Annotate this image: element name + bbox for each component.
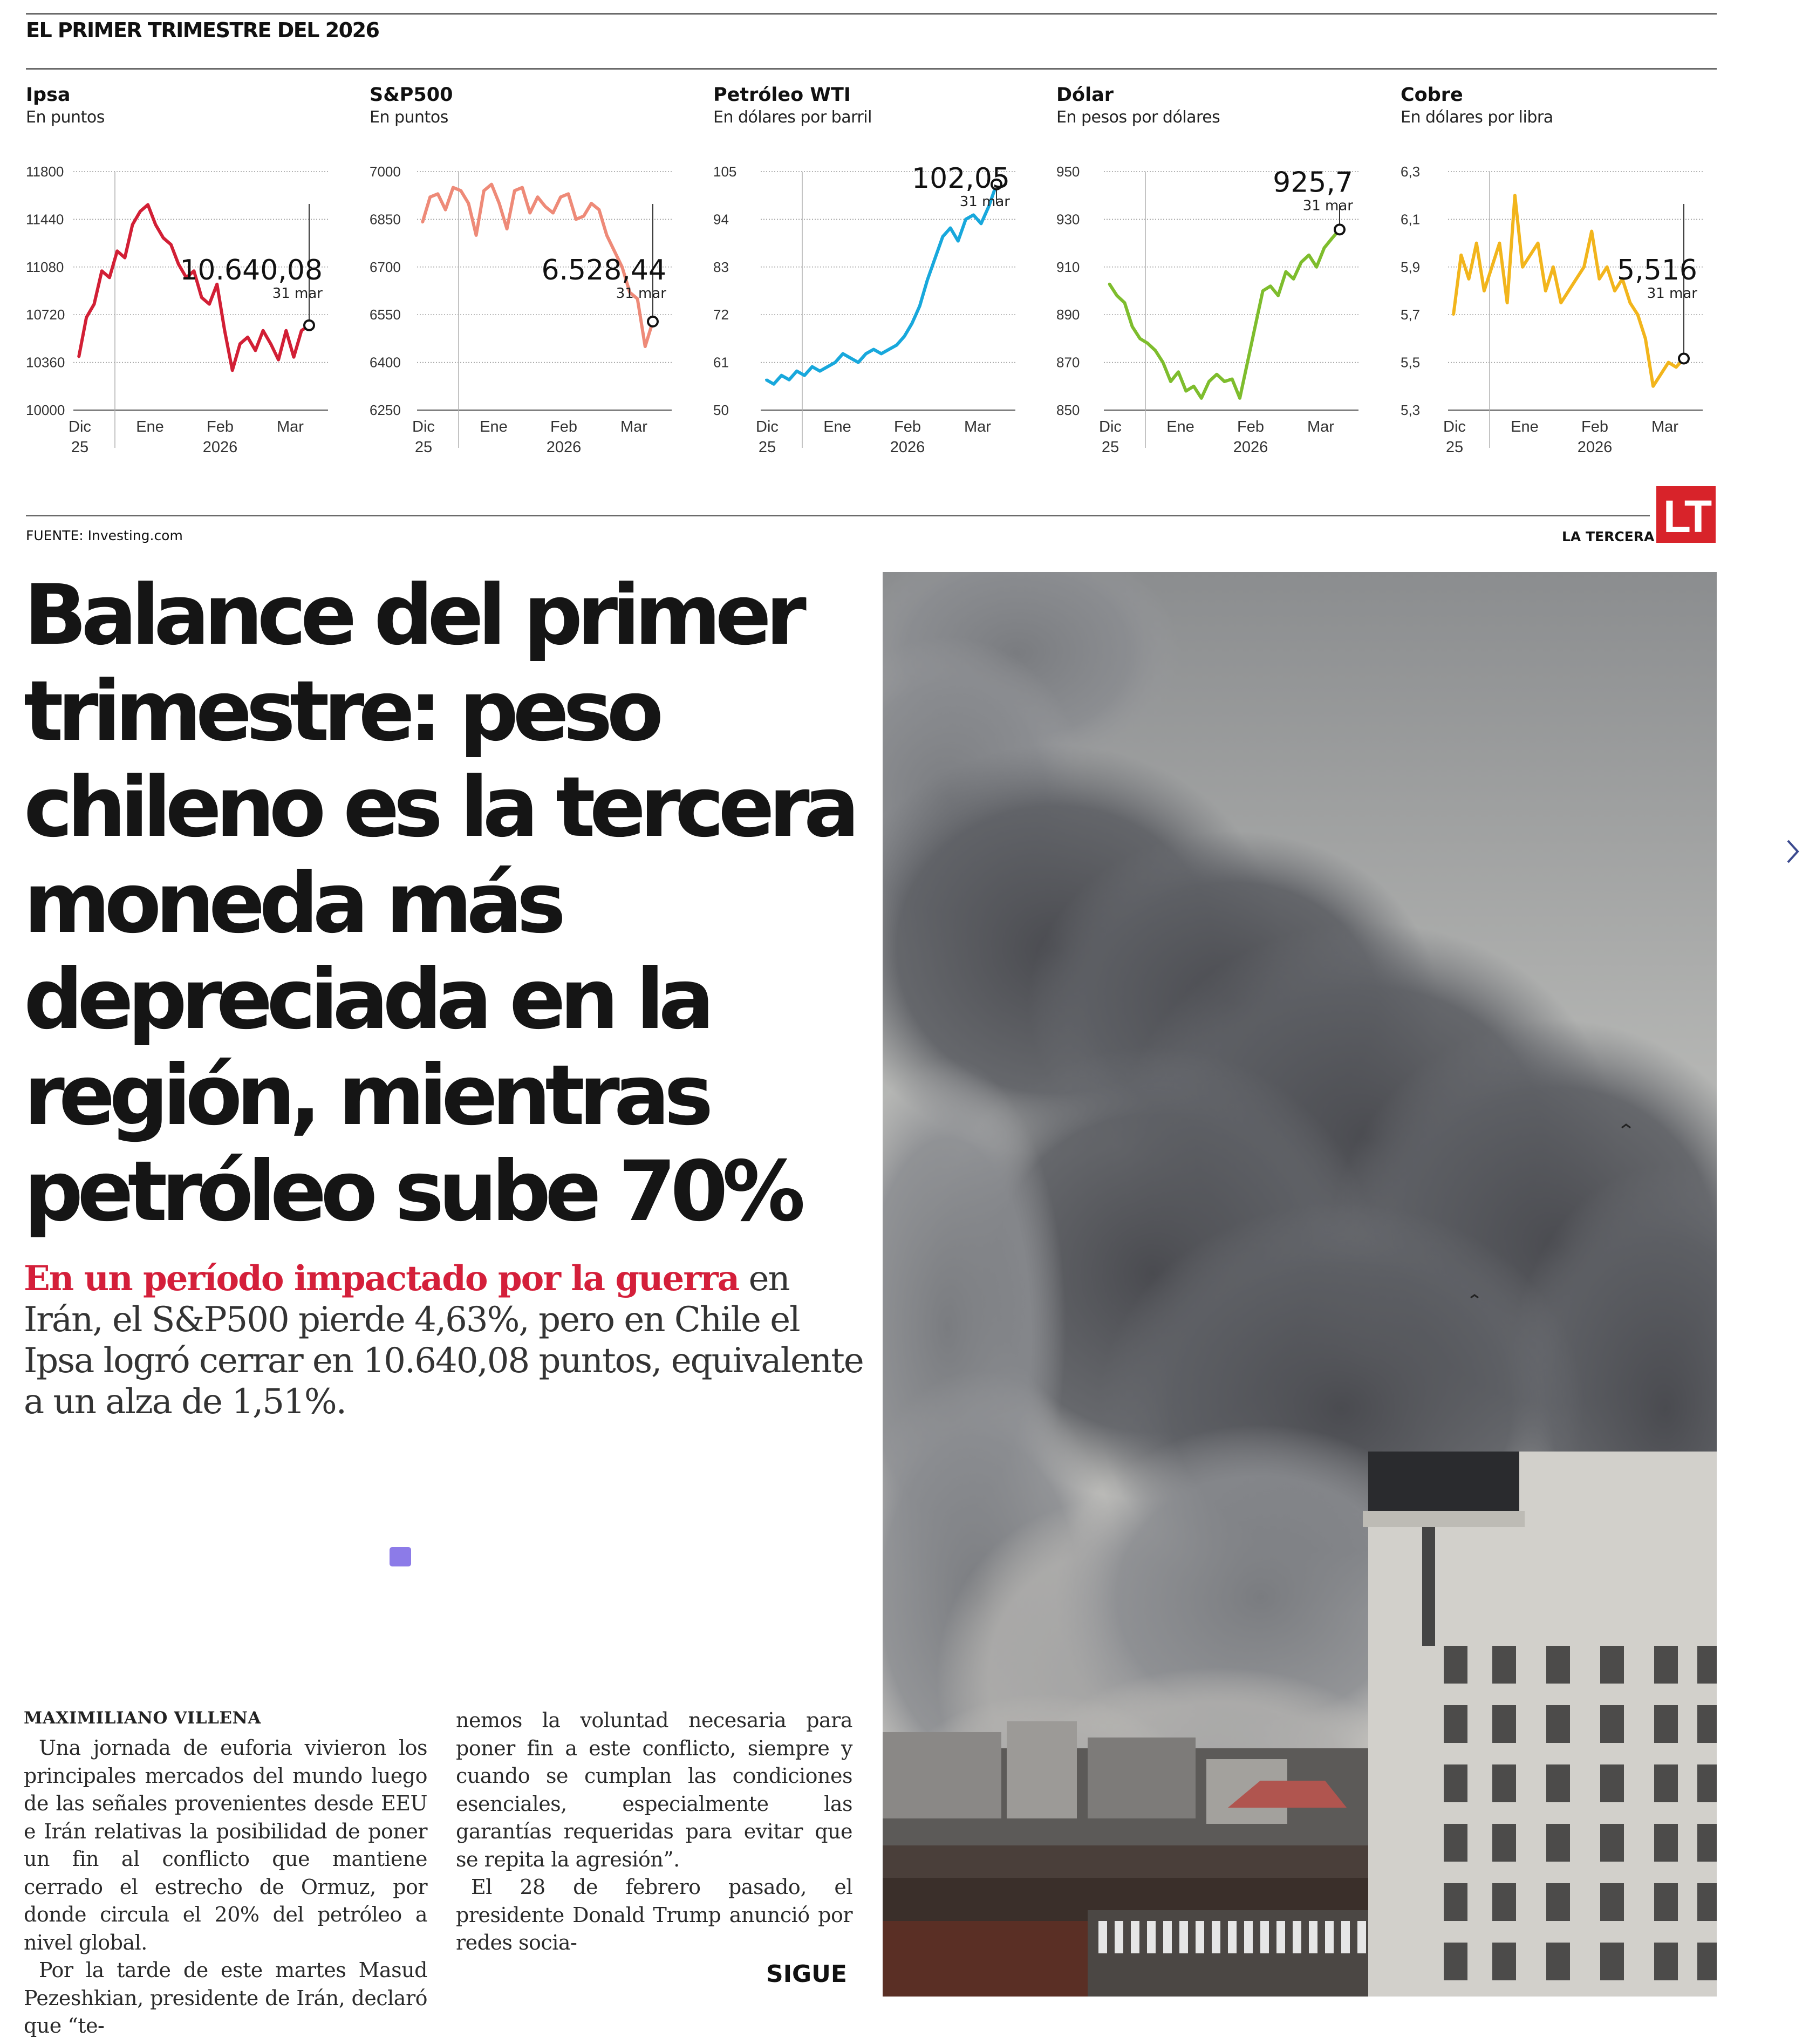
data-point bbox=[247, 336, 249, 338]
data-point bbox=[1154, 350, 1156, 352]
x-tick-label: Mar bbox=[1307, 418, 1334, 435]
footer-rule bbox=[26, 515, 1650, 516]
data-point bbox=[1590, 230, 1593, 233]
data-point bbox=[834, 362, 836, 364]
data-point bbox=[1193, 385, 1195, 387]
data-point bbox=[445, 209, 447, 211]
y-tick-label: 6850 bbox=[370, 211, 401, 228]
data-point bbox=[1108, 283, 1110, 285]
data-point bbox=[1139, 337, 1141, 339]
data-point bbox=[888, 348, 890, 350]
x-tick-label: Ene bbox=[136, 418, 164, 435]
chart-subtitle: En dólares por barril bbox=[713, 108, 872, 127]
data-point bbox=[919, 305, 921, 307]
data-point bbox=[850, 357, 852, 359]
data-point bbox=[1644, 337, 1647, 339]
y-tick-label: 6250 bbox=[370, 402, 401, 418]
data-point bbox=[285, 330, 287, 332]
data-point bbox=[139, 210, 141, 213]
x-tick-label: Ene bbox=[823, 418, 851, 435]
data-point bbox=[819, 370, 821, 372]
data-point bbox=[1583, 266, 1585, 268]
chart-subtitle: En pesos por dólares bbox=[1056, 108, 1220, 127]
x-tick-label: Dic bbox=[412, 418, 435, 435]
data-point bbox=[896, 344, 898, 346]
data-point bbox=[301, 330, 303, 332]
data-point bbox=[1598, 278, 1600, 280]
last-value-marker bbox=[304, 321, 314, 330]
data-point bbox=[162, 237, 165, 239]
y-tick-label: 910 bbox=[1056, 258, 1080, 275]
data-point bbox=[537, 196, 539, 198]
last-value-label: 5,516 bbox=[1617, 254, 1697, 287]
data-point bbox=[1254, 325, 1256, 328]
data-point bbox=[957, 240, 959, 242]
paragraph: Por la tarde de este martes Masud Pezeshkian, presidente de Irán, declaró que “te- bbox=[24, 1958, 427, 2038]
next-page-chevron-icon[interactable] bbox=[1785, 835, 1801, 868]
data-point bbox=[950, 227, 952, 229]
chart-petroleo-wti bbox=[713, 81, 1048, 469]
last-value-label: 925,7 bbox=[1273, 166, 1353, 199]
y-tick-label: 72 bbox=[713, 306, 729, 323]
data-point bbox=[972, 214, 974, 216]
data-point bbox=[452, 186, 454, 188]
y-tick-label: 930 bbox=[1056, 211, 1080, 228]
last-value-label: 6.528,44 bbox=[541, 254, 666, 287]
x-tick-sublabel: 25 bbox=[414, 439, 433, 456]
data-point bbox=[436, 193, 439, 195]
data-point bbox=[475, 234, 477, 236]
data-point bbox=[101, 270, 103, 272]
y-tick-label: 5,7 bbox=[1401, 306, 1421, 323]
data-point bbox=[154, 223, 156, 226]
logo-text: LT bbox=[1663, 491, 1709, 542]
data-point bbox=[1514, 194, 1516, 196]
x-tick-label: Mar bbox=[277, 418, 304, 435]
x-tick-sublabel: 25 bbox=[1445, 439, 1464, 456]
x-tick-label: Feb bbox=[550, 418, 577, 435]
last-date-label: 31 mar bbox=[959, 194, 1010, 210]
y-tick-label: 5,9 bbox=[1401, 258, 1421, 275]
y-tick-label: 105 bbox=[713, 163, 737, 180]
data-point bbox=[926, 279, 929, 281]
data-point bbox=[231, 369, 234, 371]
chart-plot bbox=[713, 81, 1048, 469]
data-point bbox=[1491, 266, 1493, 268]
data-point bbox=[606, 234, 608, 236]
y-tick-label: 5,5 bbox=[1401, 354, 1421, 371]
data-point bbox=[1162, 362, 1164, 364]
brand-name: LA TERCERA bbox=[1562, 529, 1655, 544]
x-tick-label: Dic bbox=[69, 418, 91, 435]
data-point bbox=[1521, 266, 1524, 268]
data-point bbox=[1246, 362, 1248, 364]
y-tick-label: 6700 bbox=[370, 258, 401, 275]
paragraph: Una jornada de euforia vivieron los principales mercados del mundo luego de las señales provenientes desde EEU e Irán relativas la posibilidad de poner un fin al conflicto que mantiene cerrado el estrecho de Ormuz, por donde circula el 20% del petróleo a nivel global. bbox=[24, 1736, 427, 1954]
article-photo bbox=[883, 572, 1717, 1997]
data-point bbox=[1123, 302, 1125, 304]
x-tick-sublabel: 2026 bbox=[890, 439, 925, 456]
data-point bbox=[934, 257, 936, 260]
data-point bbox=[170, 243, 172, 246]
y-tick-label: 61 bbox=[713, 354, 729, 371]
x-tick-label: Ene bbox=[1511, 418, 1539, 435]
y-tick-label: 6400 bbox=[370, 354, 401, 371]
chart-cobre bbox=[1401, 81, 1735, 469]
smoke-over-city-image bbox=[883, 572, 1717, 1997]
data-point bbox=[880, 353, 883, 355]
data-point bbox=[1614, 290, 1616, 292]
x-tick-label: Dic bbox=[1443, 418, 1466, 435]
x-tick-label: Feb bbox=[1581, 418, 1608, 435]
chart-subtitle: En puntos bbox=[370, 108, 448, 127]
x-tick-sublabel: 2026 bbox=[1233, 439, 1268, 456]
chart-title: S&P500 bbox=[370, 84, 453, 106]
x-tick-label: Ene bbox=[1166, 418, 1194, 435]
data-point bbox=[552, 212, 554, 214]
last-date-label: 31 mar bbox=[1647, 285, 1697, 302]
data-point bbox=[590, 202, 592, 205]
data-point bbox=[483, 189, 485, 192]
chart-title: Ipsa bbox=[26, 84, 71, 106]
y-tick-label: 11080 bbox=[26, 258, 64, 275]
data-point bbox=[1575, 278, 1578, 280]
data-point bbox=[1277, 295, 1279, 297]
data-point bbox=[270, 343, 272, 345]
data-point bbox=[842, 353, 844, 355]
y-tick-label: 94 bbox=[713, 211, 729, 228]
data-point bbox=[1675, 366, 1677, 368]
lede bbox=[24, 1258, 865, 1422]
chart-plot bbox=[1056, 81, 1391, 469]
data-point bbox=[1269, 285, 1272, 287]
data-point bbox=[1308, 254, 1310, 256]
paragraph: El 28 de febrero pasado, el presidente Donald Trump anunció por redes socia- bbox=[456, 1875, 852, 1954]
data-point bbox=[872, 348, 875, 350]
data-point bbox=[147, 203, 149, 206]
data-point bbox=[498, 202, 500, 205]
data-point bbox=[1476, 242, 1478, 244]
x-tick-sublabel: 2026 bbox=[202, 439, 238, 456]
last-value-marker bbox=[1335, 224, 1344, 234]
data-point bbox=[788, 379, 790, 381]
y-tick-label: 50 bbox=[713, 402, 729, 418]
data-point bbox=[254, 350, 256, 352]
y-tick-label: 850 bbox=[1056, 402, 1080, 418]
x-tick-sublabel: 2026 bbox=[546, 439, 582, 456]
data-point bbox=[1460, 254, 1462, 256]
body-column-2 bbox=[456, 1707, 852, 1957]
data-point bbox=[1300, 261, 1302, 263]
y-tick-label: 10720 bbox=[26, 306, 65, 323]
header-rule bbox=[26, 68, 1717, 70]
data-point bbox=[201, 296, 203, 298]
data-point bbox=[1131, 325, 1134, 328]
data-point bbox=[1537, 242, 1539, 244]
data-point bbox=[1146, 342, 1149, 344]
last-date-label: 31 mar bbox=[1302, 197, 1353, 214]
section-title: EL PRIMER TRIMESTRE DEL 2026 bbox=[26, 18, 379, 42]
data-point bbox=[1224, 380, 1226, 383]
x-tick-sublabel: 25 bbox=[71, 439, 89, 456]
data-point bbox=[85, 316, 87, 318]
lede-text: en Irán, el S&P500 pierde 4,63%, pero en Chile el Ipsa logró cerrar en 10.640,08 puntos, equivalente a un alza de 1,51%. bbox=[24, 1259, 863, 1422]
lede-highlight: En un período impactado por la guerra bbox=[24, 1258, 739, 1299]
data-point bbox=[1467, 278, 1470, 280]
chart-ipsa bbox=[26, 81, 360, 469]
data-point bbox=[613, 250, 616, 252]
chart-plot bbox=[370, 81, 704, 469]
data-point bbox=[429, 196, 431, 198]
data-point bbox=[1498, 242, 1500, 244]
data-point bbox=[1506, 302, 1508, 304]
data-point bbox=[514, 189, 516, 192]
x-tick-sublabel: 25 bbox=[1101, 439, 1119, 456]
data-point bbox=[765, 379, 767, 381]
data-point bbox=[780, 374, 782, 377]
x-tick-label: Dic bbox=[756, 418, 779, 435]
data-point bbox=[941, 236, 944, 238]
y-tick-label: 870 bbox=[1056, 354, 1080, 371]
last-value-label: 102,05 bbox=[912, 162, 1010, 195]
data-point bbox=[796, 370, 798, 372]
data-point bbox=[277, 359, 279, 361]
series-line bbox=[1109, 229, 1340, 398]
data-point bbox=[1170, 380, 1172, 383]
byline: MAXIMILIANO VILLENA bbox=[24, 1708, 261, 1728]
data-point bbox=[421, 221, 424, 223]
data-point bbox=[223, 330, 226, 332]
data-point bbox=[506, 228, 508, 230]
data-point bbox=[1652, 385, 1654, 387]
data-point bbox=[208, 303, 210, 305]
data-point bbox=[1200, 397, 1203, 399]
data-point bbox=[116, 250, 118, 252]
data-point bbox=[490, 183, 493, 186]
data-point bbox=[1262, 290, 1264, 292]
data-point bbox=[1483, 290, 1485, 292]
data-point bbox=[865, 353, 867, 355]
x-tick-label: Feb bbox=[894, 418, 921, 435]
data-point bbox=[93, 303, 95, 305]
chart-dolar bbox=[1056, 81, 1391, 469]
data-point bbox=[1231, 378, 1233, 380]
y-tick-label: 950 bbox=[1056, 163, 1080, 180]
x-tick-label: Mar bbox=[620, 418, 647, 435]
last-date-label: 31 mar bbox=[616, 285, 666, 302]
continue-label: SIGUE bbox=[766, 1960, 847, 1988]
data-point bbox=[1116, 295, 1118, 297]
last-value-label: 10.640,08 bbox=[180, 254, 323, 287]
data-point bbox=[124, 257, 126, 259]
y-tick-label: 11440 bbox=[26, 211, 64, 228]
data-point bbox=[544, 206, 547, 208]
data-point bbox=[1177, 371, 1179, 373]
chart-subtitle: En dólares por libra bbox=[1401, 108, 1553, 127]
y-tick-label: 11800 bbox=[26, 163, 64, 180]
data-point bbox=[132, 223, 134, 226]
data-point bbox=[575, 218, 577, 220]
data-point bbox=[1331, 237, 1333, 240]
data-point bbox=[827, 366, 829, 368]
chart-plot bbox=[26, 81, 360, 469]
y-tick-label: 6,3 bbox=[1401, 163, 1421, 180]
data-point bbox=[1629, 302, 1631, 304]
x-tick-label: Feb bbox=[1237, 418, 1264, 435]
paragraph: nemos la voluntad necesaria para poner fin a este conflicto, siempre y cuando se cumplan las condiciones esenciales, especialmente las garantías requeridas para evitar que se repita la agresión”. bbox=[456, 1708, 852, 1871]
x-tick-label: Mar bbox=[964, 418, 991, 435]
y-tick-label: 6550 bbox=[370, 306, 401, 323]
data-point bbox=[965, 218, 967, 220]
data-point bbox=[980, 222, 982, 224]
data-point bbox=[1529, 254, 1531, 256]
data-point bbox=[803, 374, 805, 377]
data-point bbox=[1560, 302, 1562, 304]
data-point bbox=[1323, 247, 1326, 249]
source-note: FUENTE: Investing.com bbox=[26, 528, 183, 543]
data-point bbox=[857, 362, 859, 364]
chart-plot bbox=[1401, 81, 1735, 469]
body-column-1 bbox=[24, 1734, 427, 2040]
data-point bbox=[644, 345, 646, 348]
data-point bbox=[559, 196, 562, 198]
data-point bbox=[262, 330, 264, 332]
data-point bbox=[1568, 290, 1570, 292]
la-tercera-logo bbox=[1656, 486, 1716, 543]
data-point bbox=[1545, 290, 1547, 292]
data-point bbox=[239, 343, 241, 345]
chart-title: Petróleo WTI bbox=[713, 84, 851, 106]
data-point bbox=[1637, 314, 1639, 316]
data-point bbox=[773, 383, 775, 385]
chart-title: Cobre bbox=[1401, 84, 1463, 106]
data-point bbox=[1668, 362, 1670, 364]
data-point bbox=[1293, 278, 1295, 280]
data-point bbox=[583, 215, 585, 217]
y-tick-label: 10000 bbox=[26, 402, 65, 418]
data-point bbox=[598, 209, 600, 211]
data-point bbox=[811, 366, 813, 368]
y-tick-label: 6,1 bbox=[1401, 211, 1421, 228]
data-point bbox=[1185, 390, 1187, 392]
data-point bbox=[1285, 271, 1287, 273]
data-point bbox=[293, 356, 295, 358]
last-value-marker bbox=[1679, 354, 1689, 364]
data-point bbox=[1452, 314, 1455, 316]
chart-sp500 bbox=[370, 81, 704, 469]
x-tick-label: Ene bbox=[480, 418, 508, 435]
headline: Balance del primer trimestre: peso chileno es la tercera moneda más depreciada en la región, mientras petróleo sube 70% bbox=[24, 567, 854, 1240]
x-tick-label: Feb bbox=[207, 418, 234, 435]
top-rule bbox=[26, 13, 1717, 15]
data-point bbox=[903, 335, 905, 337]
data-point bbox=[1216, 373, 1218, 376]
y-tick-label: 10360 bbox=[26, 354, 65, 371]
data-point bbox=[1606, 266, 1608, 268]
data-point bbox=[467, 202, 469, 205]
data-point bbox=[1552, 266, 1554, 268]
note-marker-icon[interactable] bbox=[390, 1547, 411, 1566]
chart-subtitle: En puntos bbox=[26, 108, 105, 127]
data-point bbox=[529, 212, 531, 214]
data-point bbox=[1315, 266, 1317, 268]
data-point bbox=[1660, 373, 1662, 376]
x-tick-label: Mar bbox=[1651, 418, 1678, 435]
last-value-marker bbox=[648, 317, 658, 326]
data-point bbox=[1208, 380, 1210, 383]
data-point bbox=[521, 186, 523, 188]
data-point bbox=[460, 189, 462, 192]
data-point bbox=[567, 193, 569, 195]
chart-title: Dólar bbox=[1056, 84, 1114, 106]
x-tick-label: Dic bbox=[1099, 418, 1122, 435]
data-point bbox=[1239, 397, 1241, 399]
y-tick-label: 83 bbox=[713, 258, 729, 275]
x-tick-sublabel: 25 bbox=[758, 439, 776, 456]
x-tick-sublabel: 2026 bbox=[1577, 439, 1613, 456]
y-tick-label: 5,3 bbox=[1401, 402, 1421, 418]
data-point bbox=[911, 322, 913, 324]
y-tick-label: 890 bbox=[1056, 306, 1080, 323]
last-date-label: 31 mar bbox=[272, 285, 323, 302]
data-point bbox=[78, 356, 80, 358]
data-point bbox=[108, 276, 111, 278]
y-tick-label: 7000 bbox=[370, 163, 401, 180]
